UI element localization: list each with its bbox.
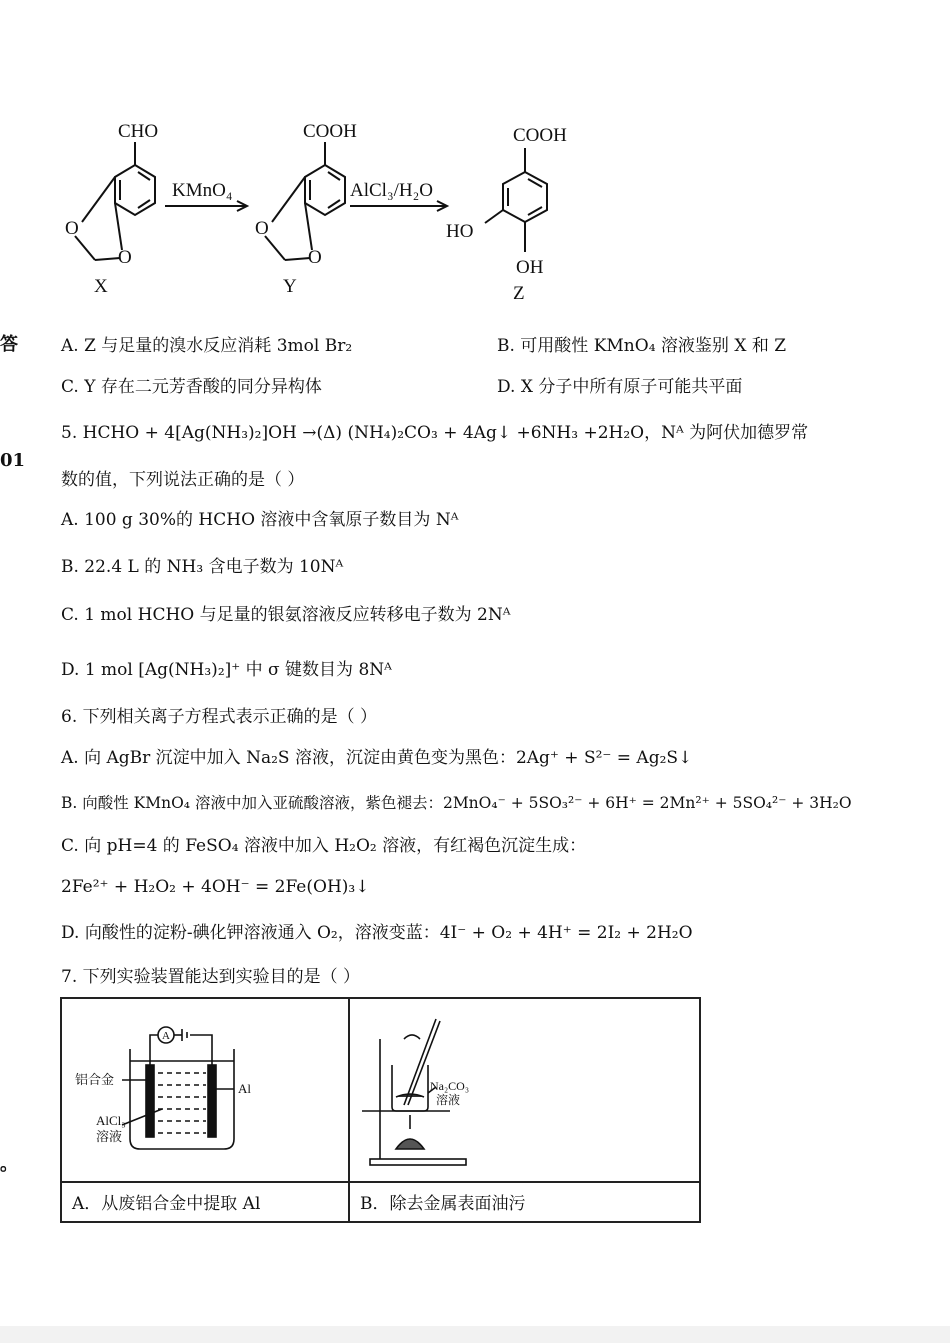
q4-option-d: D. X 分子中所有原子可能共平面 <box>497 377 743 397</box>
edge-mark-3: 。 <box>0 1154 18 1175</box>
alloy-label: 铝合金 <box>75 1072 115 1087</box>
z-label: Z <box>513 283 525 304</box>
heating-apparatus <box>350 999 699 1177</box>
q6-option-c-text: C. 向 pH=4 的 FeSO₄ 溶液中加入 H₂O₂ 溶液，有红褐色沉淀生成： <box>61 836 587 856</box>
x-o2: O <box>118 247 132 268</box>
caption-a: A．从废铝合金中提取 Al <box>61 1182 349 1222</box>
q4-option-b: B. 可用酸性 KMnO₄ 溶液鉴别 X 和 Z <box>497 336 787 356</box>
q5-option-d: D. 1 mol [Ag(NH₃)₂]⁺ 中 σ 键数目为 8Nᴬ <box>61 660 392 680</box>
reaction-scheme <box>40 110 660 310</box>
electrolysis-apparatus <box>62 999 348 1177</box>
edge-mark-1: 答 <box>0 334 18 355</box>
solution-label-b: 溶液 <box>436 1093 461 1107</box>
caption-b: B．除去金属表面油污 <box>349 1182 700 1222</box>
ammeter-symbol: A <box>162 1030 170 1042</box>
edge-mark-2: 01 <box>0 450 26 471</box>
y-o2: O <box>308 247 322 268</box>
page-bottom-bar <box>0 1326 950 1343</box>
x-label: X <box>94 276 108 297</box>
x-group: CHO <box>118 121 159 142</box>
na2co3-label: Na₂CO₃ <box>430 1079 470 1093</box>
q7-stem: 7. 下列实验装置能达到实验目的是（ ） <box>61 967 361 987</box>
q5-option-c: C. 1 mol HCHO 与足量的银氨溶液反应转移电子数为 2Nᴬ <box>61 605 511 625</box>
z-oh2: OH <box>516 257 544 278</box>
al-label: Al <box>238 1081 251 1096</box>
solution-label-a: 溶液 <box>96 1129 123 1144</box>
q6-option-a: A. 向 AgBr 沉淀中加入 Na₂S 溶液，沉淀由黄色变为黑色：2Ag⁺ + S²⁻ = Ag₂S↓ <box>61 748 693 768</box>
x-o1: O <box>65 218 79 239</box>
q5-stem-line1: 5. HCHO + 4[Ag(NH₃)₂]OH →(Δ) (NH₄)₂CO₃ + 4Ag↓ +6NH₃ +2H₂O，Nᴬ 为阿伏加德罗常 <box>61 423 809 443</box>
q5-stem-line2: 数的值，下列说法正确的是（ ） <box>61 470 305 490</box>
y-group: COOH <box>303 121 357 142</box>
y-label: Y <box>283 276 297 297</box>
arrow2-reagent: AlCl₃/H₂O <box>350 180 433 201</box>
z-group: COOH <box>513 125 567 146</box>
q4-option-a: A. Z 与足量的溴水反应消耗 3mol Br₂ <box>61 336 353 356</box>
y-o1: O <box>255 218 269 239</box>
q6-option-b: B. 向酸性 KMnO₄ 溶液中加入亚硫酸溶液，紫色褪去：2MnO₄⁻ + 5SO₃²⁻ + 6H⁺ = 2Mn²⁺ + 5SO₄²⁻ + 3H₂O <box>61 794 852 812</box>
figure-a-cell <box>61 998 349 1182</box>
experiment-table <box>60 997 701 1223</box>
q6-option-d: D. 向酸性的淀粉-碘化钾溶液通入 O₂，溶液变蓝：4I⁻ + O₂ + 4H⁺ = 2I₂ + 2H₂O <box>61 923 693 943</box>
q6-stem: 6. 下列相关离子方程式表示正确的是（ ） <box>61 707 378 727</box>
q5-option-b: B. 22.4 L 的 NH₃ 含电子数为 10Nᴬ <box>61 557 344 577</box>
alcl3-label: AlCl₃ <box>96 1113 126 1128</box>
q4-option-c: C. Y 存在二元芳香酸的同分异构体 <box>61 377 322 397</box>
z-oh1: HO <box>446 221 474 242</box>
q6-option-c-equation: 2Fe²⁺ + H₂O₂ + 4OH⁻ = 2Fe(OH)₃↓ <box>61 877 370 897</box>
q5-option-a: A. 100 g 30%的 HCHO 溶液中含氧原子数目为 Nᴬ <box>61 510 459 530</box>
figure-b-cell <box>349 998 700 1182</box>
arrow1-reagent: KMnO₄ <box>172 180 233 201</box>
